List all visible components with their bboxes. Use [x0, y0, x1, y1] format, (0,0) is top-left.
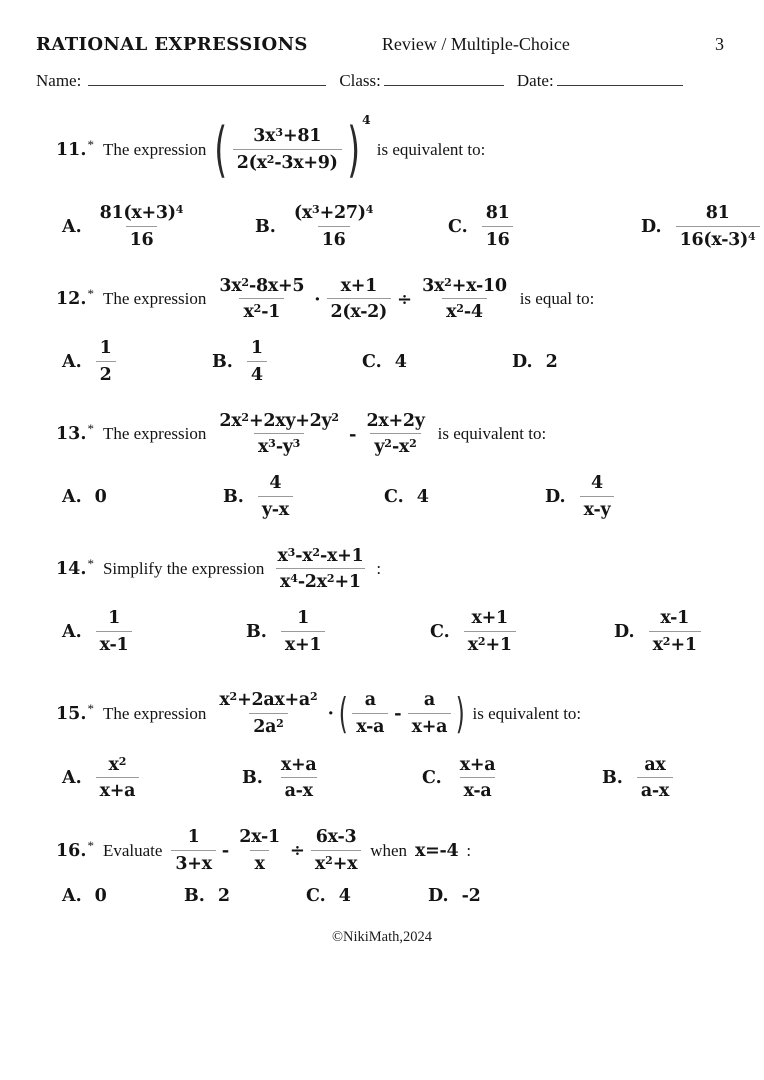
question-text: : — [466, 840, 472, 860]
question-number: 15. — [56, 703, 87, 724]
math-fraction — [327, 275, 392, 325]
math-operator: - — [221, 840, 230, 862]
fraction-numerator: 4 — [269, 473, 282, 493]
question-text: is equivalent to: — [472, 703, 582, 723]
question-11-prompt — [56, 111, 764, 189]
copyright: ©NikiMath,2024 — [331, 928, 433, 945]
paren-glyph: ) — [455, 688, 465, 738]
fraction-denominator: y-x — [258, 496, 293, 522]
math-fraction — [311, 826, 361, 876]
question-star: * — [87, 421, 94, 437]
question-11-options — [56, 202, 764, 252]
question-12-prompt — [56, 275, 764, 325]
fraction-denominator: 3+x — [171, 850, 215, 876]
math-fraction — [215, 275, 308, 325]
math-fraction — [408, 689, 452, 739]
option-D — [512, 352, 560, 372]
option-B — [255, 202, 448, 252]
fraction-numerator: $3x^2+x-10$ — [422, 275, 507, 296]
fraction-numerator: $3x^3+81$ — [253, 126, 322, 147]
option-C — [448, 202, 641, 252]
option-C — [430, 607, 614, 657]
question-star: * — [87, 137, 94, 152]
fraction-denominator: 2 — [96, 361, 116, 387]
option-label: A. — [62, 486, 82, 507]
math-inline: 4 — [394, 351, 407, 372]
fraction-denominator: x-1 — [96, 631, 133, 657]
fraction-denominator: x — [250, 850, 268, 876]
math-operator: · — [314, 288, 321, 310]
fraction-numerator: x+1 — [471, 608, 508, 628]
option-label: D. — [641, 216, 662, 237]
fraction-denominator: 16 — [482, 226, 514, 252]
math-fraction — [277, 754, 321, 804]
fraction-denominator: x-a — [352, 713, 388, 739]
question-text: is equal to: — [519, 289, 595, 309]
header — [0, 0, 764, 55]
fraction-denominator: x-y — [580, 496, 615, 522]
fraction-denominator: $y^2-x^2$ — [370, 433, 420, 459]
fraction-numerator: 1 — [297, 608, 310, 628]
option-B — [212, 337, 362, 387]
name-blank-line — [88, 70, 326, 86]
fraction-numerator: 2x+2y — [366, 410, 425, 431]
fraction-numerator: $(x^3+27)^4$ — [293, 203, 374, 223]
option-label: C. — [362, 351, 382, 372]
option-label: B. — [602, 768, 623, 789]
question-15 — [56, 687, 764, 804]
fraction-denominator: a-x — [637, 777, 673, 803]
question-star: * — [87, 286, 94, 302]
option-label: C. — [384, 486, 404, 507]
option-label: A. — [62, 621, 82, 642]
fraction-denominator: $x^2-1$ — [239, 298, 284, 324]
question-14-prompt — [56, 545, 764, 595]
option-label: D. — [428, 885, 449, 906]
question-text: Evaluate — [102, 840, 163, 860]
fraction-numerator: a — [423, 689, 435, 710]
fraction-numerator: $x^2$ — [108, 754, 127, 775]
math-inline: 2 — [545, 351, 558, 372]
option-B — [246, 607, 430, 657]
math-fraction — [96, 754, 140, 804]
fraction-denominator: 16 — [126, 226, 158, 252]
math-operator: - — [394, 703, 402, 724]
math-fraction — [649, 607, 701, 657]
fraction-numerator: 81 — [485, 203, 510, 223]
question-16-options — [56, 886, 764, 906]
option-label: B. — [184, 885, 205, 906]
question-number: 12. — [56, 289, 87, 310]
option-A — [62, 754, 242, 804]
option-D — [614, 607, 704, 657]
math-fraction — [418, 275, 511, 325]
fraction-denominator: x-a — [460, 777, 496, 803]
math-fraction — [281, 607, 325, 657]
fraction-numerator: 1 — [99, 338, 112, 358]
option-A — [62, 202, 255, 252]
math-fraction — [247, 337, 267, 387]
math-inline: 2 — [217, 885, 230, 906]
fraction-denominator: $x^2+1$ — [464, 631, 516, 657]
question-12-options — [56, 337, 764, 387]
math-inline: 0 — [94, 486, 107, 507]
option-C — [422, 754, 602, 804]
option-label: C. — [448, 216, 468, 237]
option-C — [362, 352, 512, 372]
fraction-numerator: 81 — [705, 203, 730, 223]
math-inline: x=-4 — [415, 840, 459, 861]
option-label: A. — [62, 768, 82, 789]
fraction-numerator: 1 — [250, 338, 263, 358]
fraction-denominator: $x^3-y^3$ — [254, 433, 304, 459]
option-B — [184, 886, 306, 906]
question-text: The expression — [102, 289, 207, 309]
fraction-denominator: $2(x^2-3x+9)$ — [233, 149, 342, 175]
option-label: A. — [62, 885, 82, 906]
math-operator: - — [349, 423, 357, 445]
option-label: B. — [255, 216, 276, 237]
question-number: 11. — [56, 140, 87, 160]
fraction-numerator: $x^2+2ax+a^2$ — [219, 689, 318, 710]
math-fraction — [96, 337, 116, 387]
option-A — [62, 337, 212, 387]
question-number: 13. — [56, 424, 87, 445]
info-fields — [0, 55, 764, 91]
math-inline: 0 — [94, 885, 107, 906]
class-blank-line — [384, 70, 504, 86]
option-label: C. — [430, 621, 450, 642]
fraction-denominator: x+a — [408, 713, 452, 739]
option-C — [306, 886, 428, 906]
fraction-denominator: $16(x-3)^4$ — [676, 226, 760, 252]
option-label: D. — [545, 486, 566, 507]
fraction-numerator: 4 — [591, 473, 603, 493]
math-fraction — [363, 410, 429, 460]
option-B — [223, 472, 384, 522]
option-A — [62, 487, 223, 507]
question-text: The expression — [102, 140, 207, 159]
question-text: is equivalent to: — [376, 140, 486, 159]
question-star: * — [87, 556, 94, 572]
math-fraction — [482, 202, 514, 252]
question-16-prompt — [56, 826, 764, 876]
option-label: B. — [212, 351, 233, 372]
math-fraction — [96, 202, 188, 252]
fraction-denominator: $x^2+1$ — [649, 631, 701, 657]
option-B — [242, 754, 422, 804]
fraction-denominator: $x^2+x$ — [311, 850, 361, 876]
question-star: * — [87, 700, 94, 716]
question-13-prompt — [56, 410, 764, 460]
option-label: B. — [246, 621, 267, 642]
math-fraction — [233, 125, 342, 175]
question-15-options — [56, 754, 764, 804]
fraction-numerator: $81(x+3)^4$ — [99, 203, 184, 223]
questions-list — [0, 91, 764, 906]
question-text: Simplify the expression — [102, 559, 265, 579]
math-operator: ÷ — [289, 840, 305, 862]
fraction-denominator: 16 — [318, 226, 350, 252]
date-label: Date: — [516, 71, 554, 90]
fraction-numerator: x+1 — [340, 275, 377, 296]
option-D — [428, 886, 483, 906]
class-label: Class: — [339, 71, 381, 90]
option-label: A. — [62, 216, 82, 237]
option-D — [641, 202, 763, 252]
question-14 — [56, 545, 764, 657]
option-D — [545, 472, 617, 522]
question-text: is equivalent to: — [437, 424, 547, 444]
math-fraction — [637, 754, 673, 804]
fraction-denominator: $x^4-2x^2+1$ — [276, 568, 365, 594]
option-label: B. — [242, 768, 263, 789]
question-text: when — [370, 840, 408, 860]
option-label: B. — [223, 486, 244, 507]
fraction-numerator: $2x^2+2xy+2y^2$ — [219, 410, 340, 431]
fraction-numerator: $x^3-x^2-x+1$ — [277, 545, 364, 566]
option-label: D. — [512, 351, 533, 372]
option-B — [602, 754, 676, 804]
question-12 — [56, 275, 764, 387]
math-fraction — [676, 202, 760, 252]
question-star: * — [87, 837, 94, 853]
question-text: The expression — [102, 424, 207, 444]
question-13 — [56, 410, 764, 522]
question-13-options — [56, 472, 764, 522]
paren-exponent: 4 — [362, 112, 371, 127]
fraction-numerator: 2x-1 — [239, 827, 280, 847]
paren-glyph: ) — [346, 115, 360, 185]
math-inline: 4 — [338, 885, 351, 906]
question-14-options — [56, 607, 764, 657]
name-label: Name: — [36, 71, 82, 90]
math-fraction — [171, 826, 215, 876]
math-operator: ÷ — [397, 288, 413, 310]
math-fraction — [235, 826, 284, 876]
math-paren — [454, 687, 466, 741]
question-16 — [56, 826, 764, 906]
fraction-denominator: $2a^2$ — [249, 713, 288, 739]
paren-glyph: ( — [338, 688, 348, 738]
math-fraction — [215, 689, 321, 739]
question-text: : — [376, 559, 382, 579]
math-paren — [345, 111, 371, 189]
question-text: The expression — [102, 703, 207, 723]
math-fraction — [290, 202, 378, 252]
question-number: 16. — [56, 840, 87, 861]
math-operator: · — [327, 703, 334, 724]
page-number: 3 — [715, 34, 724, 54]
fraction-numerator: x-1 — [660, 608, 690, 628]
fraction-denominator: x+a — [96, 777, 140, 803]
option-label: C. — [422, 768, 442, 789]
option-C — [384, 487, 545, 507]
option-label: A. — [62, 351, 82, 372]
question-15-prompt — [56, 687, 764, 741]
option-label: C. — [306, 885, 326, 906]
option-label: D. — [614, 621, 635, 642]
math-fraction — [456, 754, 500, 804]
fraction-numerator: a — [364, 689, 376, 710]
worksheet-subtitle: Review / Multiple-Choice — [381, 34, 570, 54]
question-11 — [56, 111, 764, 252]
worksheet-title: RATIONAL EXPRESSIONS — [36, 34, 308, 55]
math-paren — [337, 687, 349, 741]
option-A — [62, 607, 246, 657]
option-A — [62, 886, 184, 906]
math-fraction — [273, 545, 367, 595]
question-number: 14. — [56, 559, 87, 580]
math-inline: -2 — [461, 885, 481, 906]
footer — [0, 929, 764, 946]
fraction-denominator: $x^2-4$ — [442, 298, 487, 324]
fraction-numerator: $3x^2-8x+5$ — [219, 275, 305, 296]
math-fraction — [258, 472, 293, 522]
math-fraction — [352, 689, 388, 739]
fraction-numerator: ax — [644, 754, 666, 775]
math-fraction — [96, 607, 133, 657]
math-fraction — [580, 472, 615, 522]
fraction-numerator: 1 — [108, 608, 120, 628]
math-fraction — [464, 607, 516, 657]
paren-glyph: ( — [214, 115, 228, 185]
fraction-denominator: x+1 — [281, 631, 325, 657]
math-inline: 4 — [416, 486, 429, 507]
fraction-denominator: 2(x-2) — [327, 298, 392, 324]
fraction-numerator: 1 — [187, 827, 200, 847]
math-fraction — [215, 410, 343, 460]
fraction-numerator: x+a — [459, 754, 496, 775]
fraction-denominator: a-x — [281, 777, 317, 803]
date-blank-line — [557, 70, 683, 86]
fraction-numerator: 6x-3 — [315, 827, 357, 847]
fraction-denominator: 4 — [247, 361, 267, 387]
math-paren — [212, 111, 229, 189]
fraction-numerator: x+a — [280, 754, 317, 775]
